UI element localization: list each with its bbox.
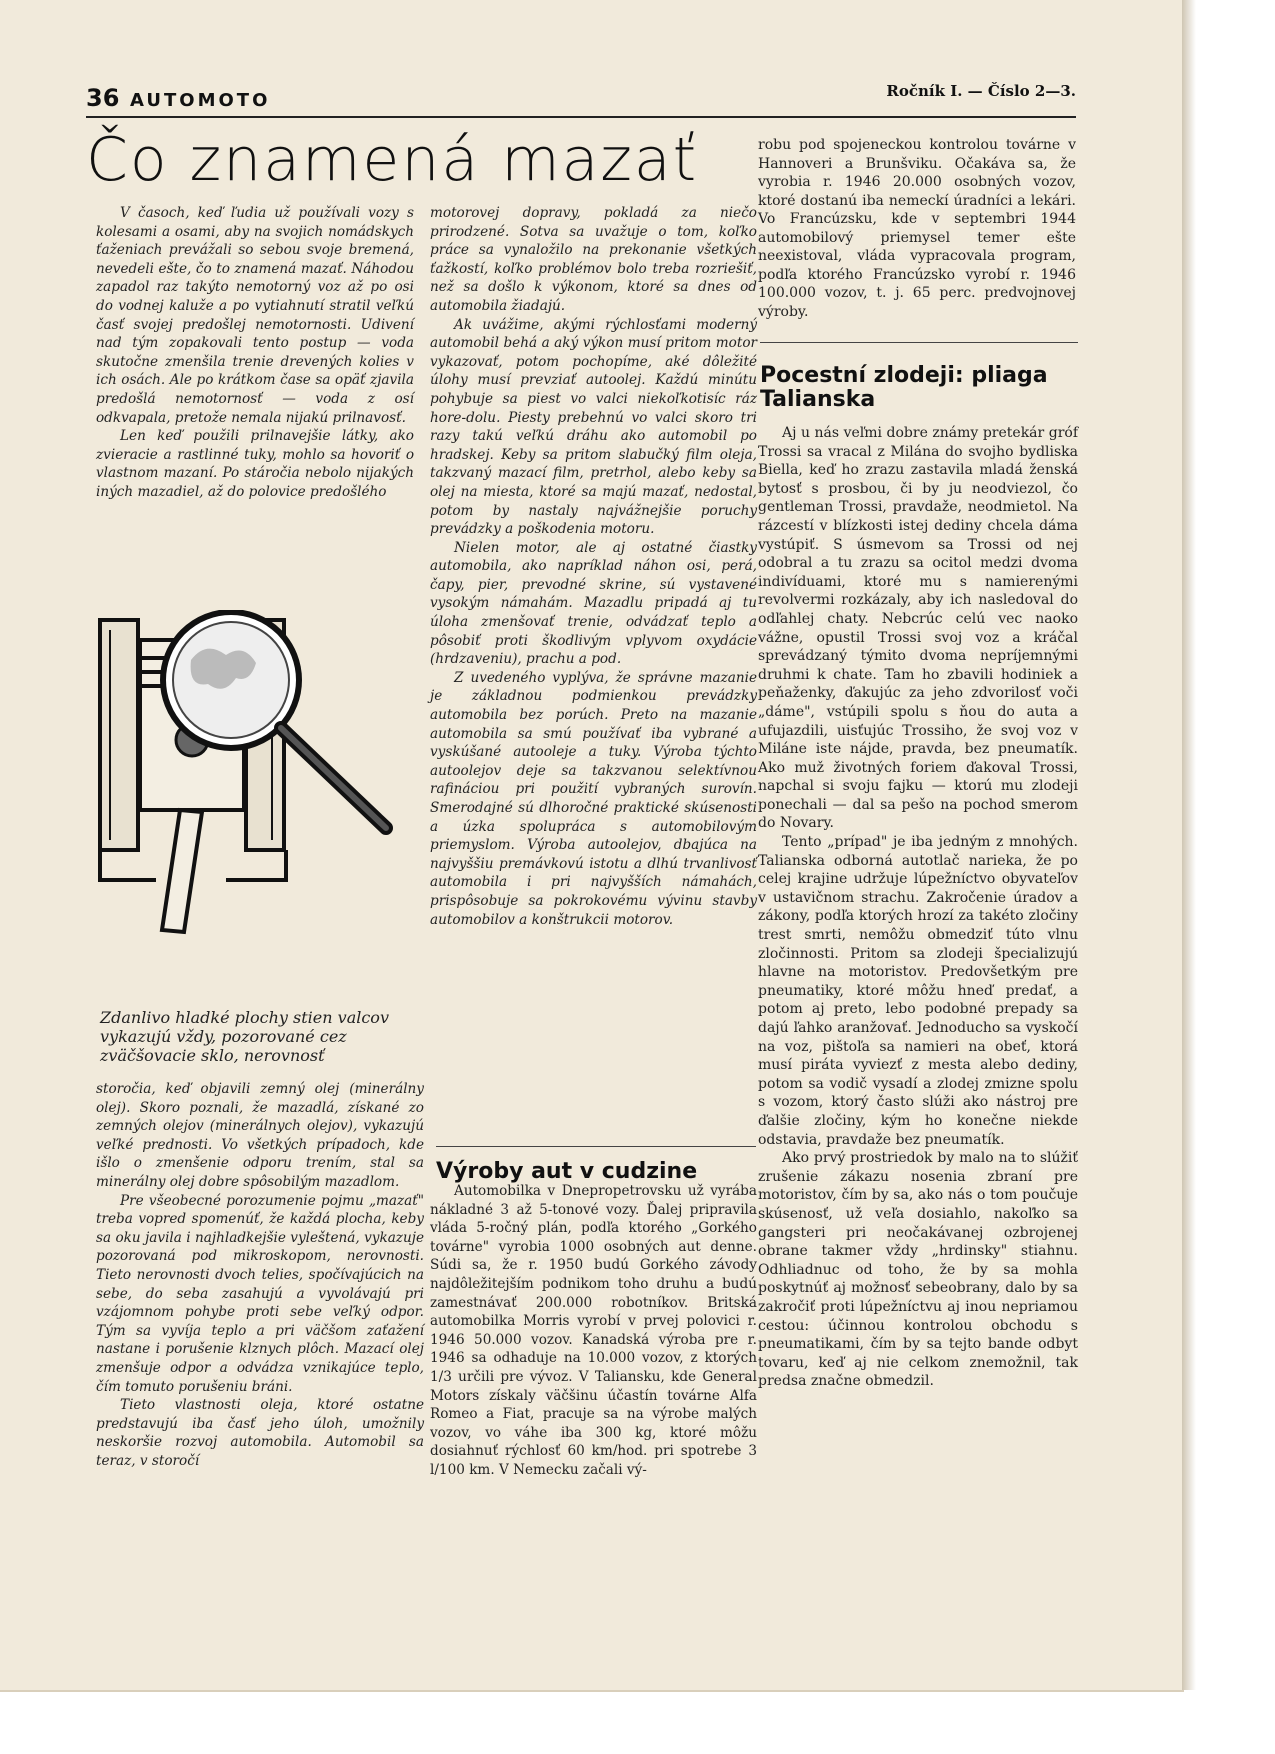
paragraph: Tento „prípad" je iba jedným z mnohých. Talianska odborná autotlač narieka, že po celej krajine udržuje lúpežníctvo obyvateľov v ustavičnom strachu. Zakročenie úradov a zákony, podľa ktorých hrozí za takéto zločiny trest smrti, nemôžu obmedziť túto vlnu zločinnosti. Pritom sa zlodeji špecializujú hlavne na motoristov. Predovšetkým pre pneumatiky, ktoré môžu hneď predať, a potom aj preto, lebo podobné prepady sa dajú ľahko aranžovať. Jednoducho sa vyskočí na voz, pištoľa sa namieri na obeť, ktorá musí piráta vyviezť z mesta alebo dediny, potom sa vodič vysadí a zlodej zmizne spolu s vozom, ktorý často slúži ako nástroj pre ďalšie zločiny, kým ho konečne niekde odstavia, pravdaže bez pneumatík. [758, 834, 1078, 1148]
illustration-caption: Zdanlivo hladké plochy stien valcov vykazujú vždy, pozorované cez zväčšovacie sklo, nerovnosť [100, 1008, 389, 1065]
article-2-continuation [758, 136, 1076, 321]
column-divider [436, 1146, 756, 1147]
piston-magnifier-illustration [96, 610, 436, 1010]
column-divider [760, 342, 1078, 343]
article-2-title: Výroby aut v cudzine [436, 1159, 698, 1184]
paragraph: Automobilka v Dnepropetrovsku už vyrába nákladné 3 až 5-tonové vozy. Ďalej pripravila vláda 5-ročný plán, podľa ktorého „Gorkého továrne" vyrobia 1000 osobných aut denne. Súdi sa, že r. 1950 budú Gorkého závody najdôležitejším podnikom toho druhu a budú zamestnávať 200.000 robotníkov. Britská automobilka Morris vyrobí v prvej polovici r. 1946 50.000 vozov. Kanadská výroba pre r. 1946 sa odhaduje na 10.000 vozov, z ktorých 1/3 určili pre vývoz. V Taliansku, kde General Motors získaly väčšinu účastín továrne Alfa Romeo a Fiat, pracuje sa na výrobe malých vozov, vo váhe iba 300 kg, ktoré môžu dosiahnuť rýchlosť 60 km/hod. pri spotrebe 3 l/100 km. V Nemecku začali vý- [430, 1183, 757, 1478]
paragraph: motorovej dopravy, pokladá za niečo prirodzené. Sotva sa uvažuje o tom, koľko práce sa vynaložilo na prekonanie všetkých ťažkostí, koľko problémov bolo treba rozriešiť, než sa došlo k výkonom, ktoré sa dnes od automobila žiadajú. [430, 205, 757, 314]
section-name: AUTOMOTO [130, 90, 271, 111]
article-3-title: Pocestní zlodeji: pliaga Talianska [760, 363, 1048, 413]
article-column-2 [430, 204, 757, 929]
page-number: 36 [86, 84, 120, 112]
paragraph: Ako prvý prostriedok by malo na to slúžiť zrušenie zákazu nosenia zbraní pre motoristov, čím by sa, ako nás o tom poučuje skúsenosť, už veľa dosiahlo, nakoľko sa gangsteri pri neočakávanej ozbrojenej obrane takmer vždy „hrdinsky" stiahnu. Odhliadnuc od toho, že by sa mohla poskytnúť aj možnosť sebeobrany, dalo by sa zakročiť proti lúpežníctvu aj inou nepriamou cestou: účinnou kontrolou obchodu s pneumatikami, čím by sa tejto bande odbyt tovaru, keď aj nie celkom znemožnil, tak predsa značne obmedzil. [758, 1150, 1078, 1390]
paragraph: Len keď použili prilnavejšie látky, ako zvieracie a rastlinné tuky, mohlo sa hovoriť o vlastnom mazaní. Po stáročia nebolo nijakých iných mazadiel, až do polovice predošlého [96, 428, 414, 500]
paragraph: Nielen motor, ale aj ostatné čiastky automobila, ako napríklad náhon osi, perá, čapy, pier, prevodné skrine, sú vystavené vysokým námahám. Mazadlu pripadá aj tu úloha zmenšovať trenie, odvádzať teplo a pôsobiť proti škodlivým vplyvom oxydácie (hrdzaveniu), prachu a pod. [430, 539, 757, 668]
issue-info: Ročník I. — Číslo 2—3. [886, 82, 1076, 100]
paragraph: Aj u nás veľmi dobre známy pretekár gróf Trossi sa vracal z Milána do svojho bydliska Biella, keď ho zrazu zastavila mladá ženská bytosť s prosbou, či by ju neodviezol, čo gentleman Trossi, pravdaže, neodmietol. Na rázcestí v blízkosti istej dediny chcela dáma vystúpiť. S úsmevom sa Trossi od nej odobral a tu zrazu sa ocitol medzi dvoma indivíduami, ktoré mu s namierenými revolvermi rozkázaly, aby ich nasledoval do odľahlej chaty. Nebcrúc celú vec naoko vážne, opustil Trossi svoj voz a kráčal sprevádzaný týmito dvoma nepríjemnými druhmi k chate. Tam ho zbavili hodiniek a peňaženky, ďakujúc za jeho zdvorilosť voči „dáme", vstúpili spolu s ňou do auta a ufujazdili, uisťujúc Trossiho, že svoj voz v Miláne iste nájde, pravda, bez pneumatík. Ako muž životných foriem ďakoval Trossi, napchal si svoju fajku — ktorú mu zlodeji ponechali — dal sa pešo na pochod smerom do Novary. [758, 425, 1078, 832]
article-2-body [430, 1182, 757, 1480]
paragraph: storočia, keď objavili zemný olej (minerálny olej). Skoro poznali, že mazadlá, získané zo zemných olejov (minerálnych olejov), vykazujú veľké prednosti. Vo všetkých prípadoch, kde išlo o zmenšenie odporu trením, stal sa minerálny olej dobre spôsobilým mazadlom. [96, 1081, 424, 1190]
article-3-body [758, 424, 1078, 1391]
paragraph: Pre všeobecné porozumenie pojmu „mazať" treba vopred spomenúť, že každá plocha, keby sa oku javila i najhladkejšie vyleštená, vykazuje pozorovaná pod mikroskopom, nerovnosti. Tieto nerovnosti dvoch telies, spočívajúcich na sebe, do seba zasahujú a vyvolávajú pri vzájomnom pohybe proti sebe veľký odpor. Tým sa vyvíja teplo a pri väčšom zaťažení nastane i porušenie klznych plôch. Mazací olej zmenšuje odpor a odvádza vznikajúce teplo, čím tomuto porušeniu bráni. [96, 1192, 424, 1395]
article-title: Čo znamená mazať [86, 125, 699, 195]
page-header [86, 82, 1076, 118]
article-column-1-top [96, 204, 414, 502]
paragraph: robu pod spojeneckou kontrolou továrne v Hannoveri a Brunšviku. Očakáva sa, že vyrobia r. 1946 20.000 osobných vozov, ktoré dostanú iba nemeckí úradníci a lekári. Vo Francúzsku, kde v septembri 1944 automobilový priemysel temer ešte neexistoval, vláda vypracovala program, podľa ktorého Francúzsko vyrobí r. 1946 100.000 vozov, t. j. 65 perc. predvojnovej výroby. [758, 137, 1076, 320]
paragraph: Tieto vlastnosti oleja, ktoré ostatne predstavujú iba časť jeho úloh, umožnily neskoršie rozvoj automobila. Automobil sa teraz, v storočí [96, 1397, 424, 1469]
page-edge [1182, 0, 1196, 1690]
paragraph: Ak uvážime, akými rýchlosťami moderný automobil behá a aký výkon musí pritom motor vykazovať, potom pochopíme, aké dôležité úlohy musí prevziať autoolej. Každú minútu pohybuje sa piest vo valci niekoľkotisíc ráz hore-dolu. Piesty prebehnú vo valci skoro tri razy takú veľkú dráhu ako automobil po hradskej. Keby sa pritom slabučký film oleja, takzvaný mazací film, pretrhol, alebo keby sa olej na miesta, ktoré sa majú mazať, nedostal, potom by nastaly najvážnejšie poruchy prevádzky a poškodenia motoru. [430, 316, 757, 538]
article-column-1-bottom [96, 1080, 424, 1470]
paragraph: Z uvedeného vyplýva, že správne mazanie je základnou podmienkou prevádzky automobila bez porúch. Preto na mazanie automobila sa smú používať iba vybrané a vyskúšané autooleje a tuky. Výroba týchto autoolejov deje sa takzvanou selektívnou rafináciou pri použití vybraných surovín. Smerodajné sú dlhoročné praktické skúsenosti a úzka spolupráca s automobilovým priemyslom. Výroba autoolejov, dbajúca na najvyššiu premávkovú istotu a dlhú trvanlivosť automobila i pri najvyšších námahách, prispôsobuje sa pokrokovému vývinu stavby automobilov a konštrukcii motorov. [430, 669, 757, 928]
paragraph: V časoch, keď ľudia už používali vozy s kolesami a osami, aby na svojich nomádskych ťaženiach prevážali so sebou svoje bremená, nevedeli ešte, čo to znamená mazať. Náhodou zapadol raz takýto nemotorný voz až po osi do vodnej kaluže a po vytiahnutí stratil veľkú časť svojej predošlej nemotornosti. Udivení nad tým zopakovali tento postup — voda skutočne zmenšila trenie drevených kolies v ich osách. Ale po krátkom čase sa opäť zjavila predošlá nemotornosť — voda z osí odkvapala, pretože nemala nijakú prilnavosť. [96, 205, 414, 426]
